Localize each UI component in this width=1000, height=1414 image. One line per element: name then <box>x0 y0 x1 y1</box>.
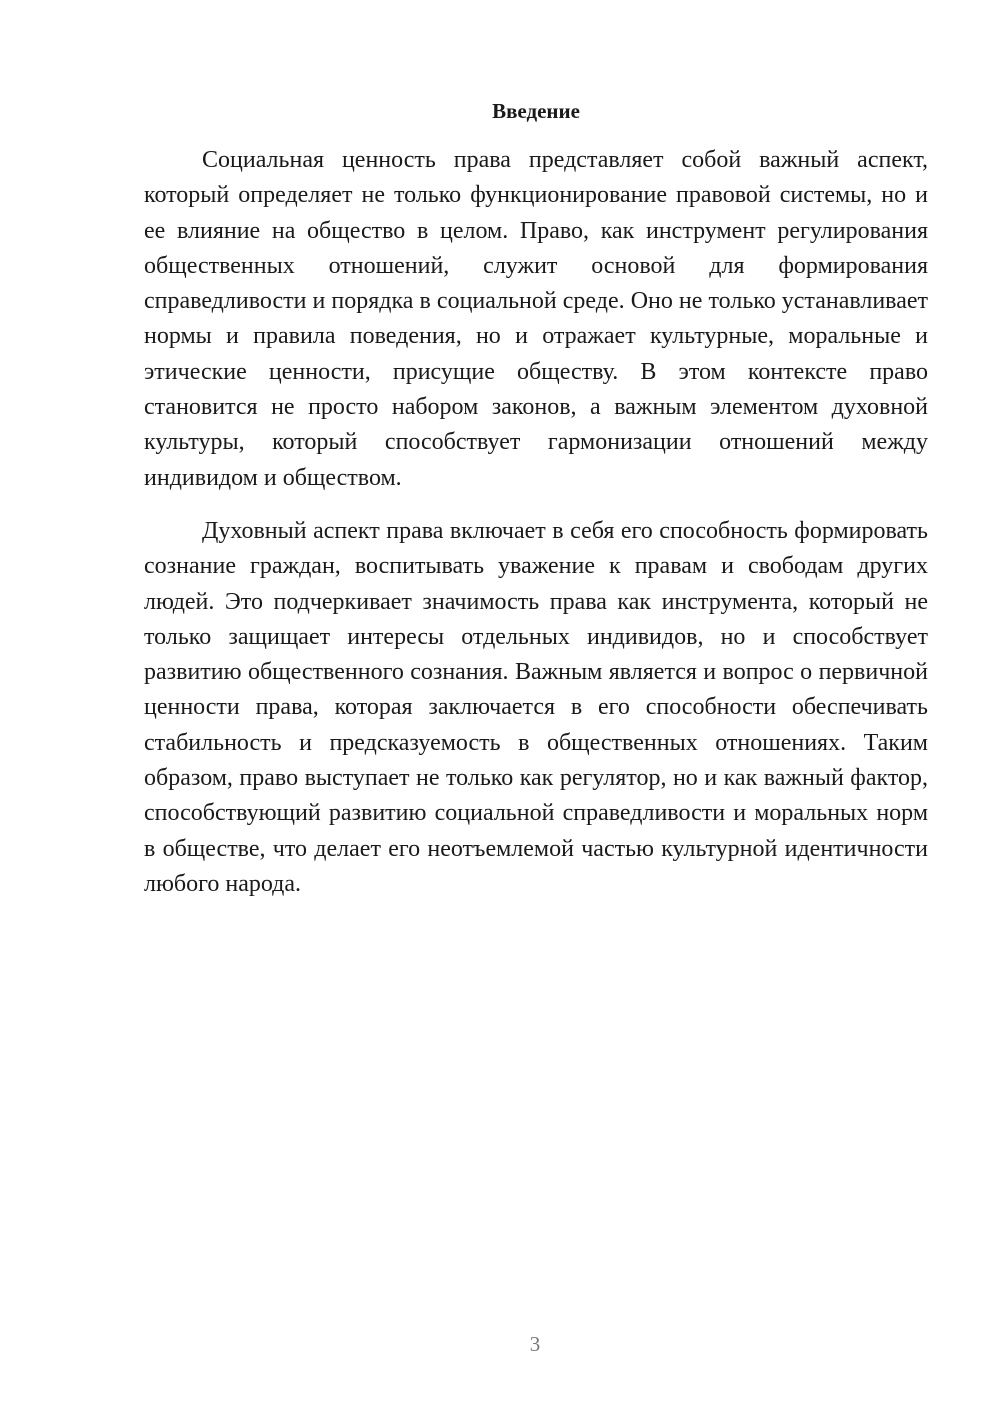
paragraph-1: Социальная ценность права представляет собой важный аспект, который определяет не только функционирование правовой системы, но и ее влияние на общество в целом. Право, как инструмент регулирования общественных отношений, служит основой для формирования справедливости и порядка в социальной среде. Оно не только устанавливает нормы и правила поведения, но и отражает культурные, моральные и этические ценности, присущие обществу. В этом контексте право становится не просто набором законов, а важным элементом духовной культуры, который способствует гармонизации отношений между индивидом и обществом. <box>144 147 928 491</box>
paragraph-2: Духовный аспект права включает в себя его способность формировать сознание граждан, воспитывать уважение к правам и свободам других людей. Это подчеркивает значимость права как инструмента, который не только защищает интересы отдельных индивидов, но и способствует развитию общественного сознания. Важным является и вопрос о первичной ценности права, которая заключается в его способности обеспечивать стабильность и предсказуемость в общественных отношениях. Таким образом, право выступает не только как регулятор, но и как важный фактор, способствующий развитию социальной справедливости и моральных норм в обществе, что делает его неотъемлемой частью культурной идентичности любого народа. <box>144 518 928 897</box>
section-heading: Введение <box>492 99 580 123</box>
page-number: 3 <box>529 1332 541 1356</box>
